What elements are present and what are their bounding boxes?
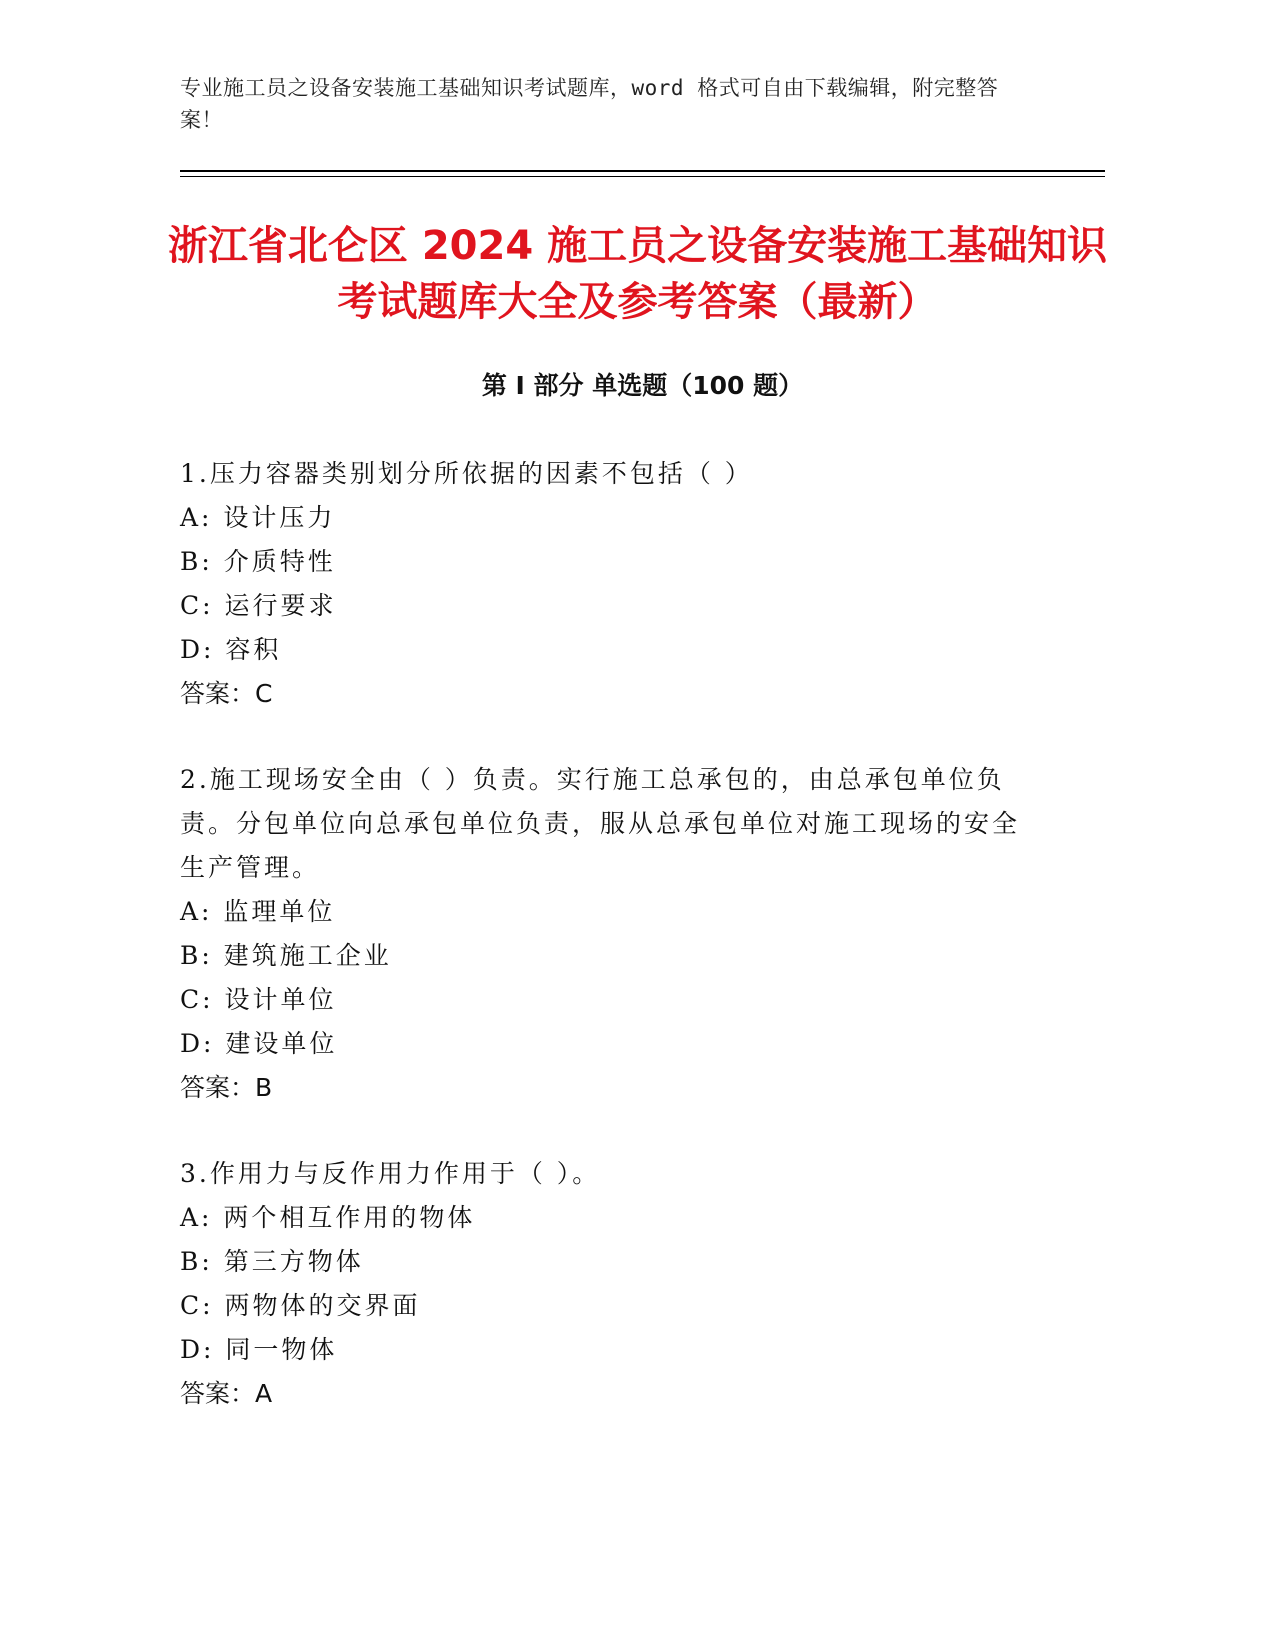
question-list: [180, 452, 1040, 1458]
option-d: D: 容积: [180, 635, 282, 664]
option-b: B: 第三方物体: [180, 1247, 364, 1276]
option-a: A: 监理单位: [180, 897, 336, 926]
question-answer: 答案：A: [180, 1379, 273, 1408]
question-item: [180, 1152, 1040, 1416]
option-a: A: 两个相互作用的物体: [180, 1203, 476, 1232]
option-c: C: 两物体的交界面: [180, 1291, 421, 1320]
option-d: D: 同一物体: [180, 1335, 338, 1364]
header-divider-thin: [180, 176, 1105, 177]
document-title: 浙江省北仑区 2024 施工员之设备安装施工基础知识考试题库大全及参考答案（最新）: [167, 223, 1108, 325]
section-title: 第 I 部分 单选题（100 题）: [481, 371, 804, 400]
option-c: C: 设计单位: [180, 985, 337, 1014]
question-stem: 3.作用力与反作用力作用于（ ）。: [180, 1159, 601, 1188]
question-answer: 答案：B: [180, 1073, 273, 1102]
question-answer: 答案：C: [180, 679, 273, 708]
option-d: D: 建设单位: [180, 1029, 338, 1058]
option-c: C: 运行要求: [180, 591, 337, 620]
header-divider-thick: [180, 170, 1105, 172]
option-b: B: 介质特性: [180, 547, 336, 576]
option-a: A: 设计压力: [180, 503, 336, 532]
question-stem: 2.施工现场安全由（ ）负责。实行施工总承包的，由总承包单位负责。分包单位向总承包单位负责，服从总承包单位对施工现场的安全生产管理。: [180, 765, 1021, 882]
question-item: [180, 758, 1040, 1110]
question-item: [180, 452, 1040, 716]
option-b: B: 建筑施工企业: [180, 941, 392, 970]
question-stem: 1.压力容器类别划分所依据的因素不包括（ ）: [180, 459, 753, 488]
header-note: 专业施工员之设备安装施工基础知识考试题库，word 格式可自由下载编辑，附完整答案！: [180, 76, 999, 132]
